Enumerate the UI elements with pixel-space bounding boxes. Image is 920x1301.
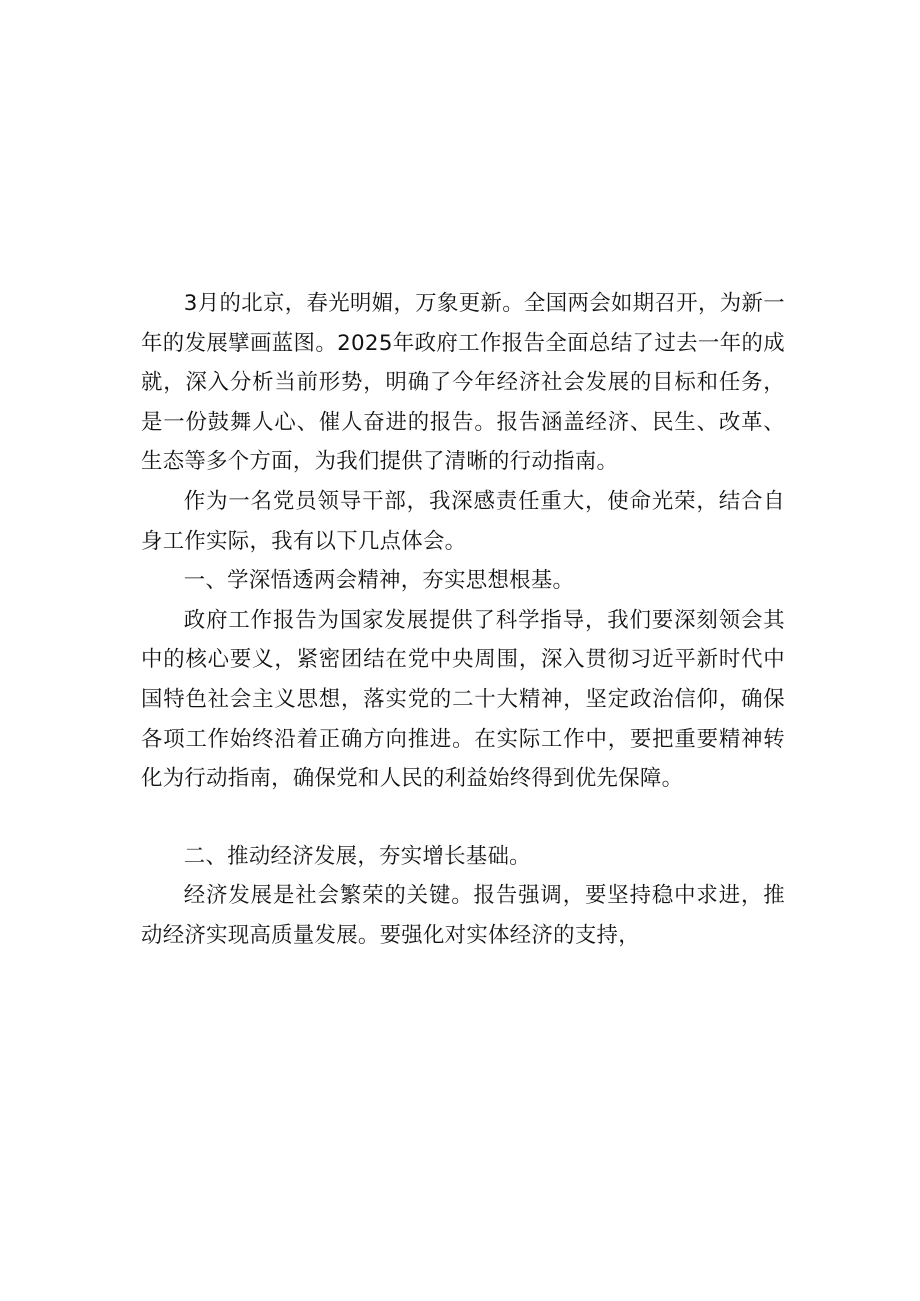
- section-2-paragraph: 经济发展是社会繁荣的关键。报告强调，要坚持稳中求进，推动经济实现高质量发展。要强化对实体经济的支持，: [141, 883, 785, 948]
- intro-paragraph: 3月的北京，春光明媚，万象更新。全国两会如期召开，为新一年的发展擘画蓝图。2025年政府工作报告全面总结了过去一年的成就，深入分析当前形势，明确了今年经济社会发展的目标和任务，是一份鼓舞人心、催人奋进的报告。报告涵盖经济、民生、改革、生态等多个方面，为我们提供了清晰的行动指南。: [141, 291, 785, 475]
- document-body: [141, 284, 785, 956]
- reflection-paragraph: 作为一名党员领导干部，我深感责任重大，使命光荣，结合自身工作实际，我有以下几点体会。: [141, 488, 785, 554]
- paragraph-gap: [141, 799, 785, 837]
- section-heading-2: 二、推动经济发展，夯实增长基础。: [183, 843, 531, 869]
- section-heading-1: 一、学深悟透两会精神，夯实思想根基。: [183, 568, 575, 594]
- section-1-paragraph: 政府工作报告为国家发展提供了科学指导，我们要深刻领会其中的核心要义，紧密团结在党中央周围，深入贯彻习近平新时代中国特色社会主义思想，落实党的二十大精神，坚定政治信仰，确保各项工作始终沿着正确方向推进。在实际工作中，要把重要精神转化为行动指南，确保党和人民的利益始终得到优先保障。: [141, 607, 785, 792]
